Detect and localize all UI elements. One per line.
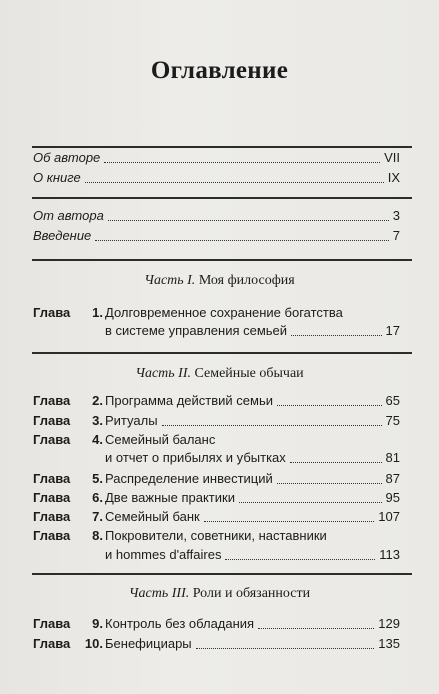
chapter-title-cont: и отчет о прибылях и убытках [105, 450, 286, 465]
chapter-5[interactable] [33, 469, 400, 489]
entry-title: О книге [33, 170, 81, 185]
dot-leader [108, 220, 389, 221]
chapter-title: Долговременное сохранение богатства [105, 305, 343, 320]
part-heading-1 [0, 273, 439, 289]
chapter-number: 3. [92, 413, 103, 428]
chapter-label: Глава [33, 528, 71, 543]
entry-page: IX [387, 170, 400, 185]
part-heading-2 [0, 366, 439, 382]
chapter-label: Глава [33, 490, 71, 505]
entry-page: 7 [392, 228, 400, 243]
chapter-label: Глава [33, 413, 71, 428]
dot-leader [95, 240, 388, 241]
chapter-title: Контроль без обладания [105, 616, 255, 631]
part-label: Часть I. [144, 273, 196, 288]
chapter-number: 10. [84, 636, 103, 651]
chapter-title-cont: и hommes d'affaires [105, 547, 222, 562]
part-name: Моя философия [198, 273, 295, 288]
entry-page: 3 [392, 208, 400, 223]
chapter-title: Распределение инвестиций [105, 471, 273, 486]
toc-entry-from-author[interactable] [33, 206, 400, 226]
chapter-title: Семейный банк [105, 509, 200, 524]
chapter-page: 113 [379, 547, 400, 562]
part-label: Часть III. [128, 586, 190, 601]
toc-entry-introduction[interactable] [33, 226, 400, 246]
chapter-number: 8. [92, 528, 103, 543]
chapter-number: 9. [92, 616, 103, 631]
divider [32, 259, 412, 261]
chapter-label: Глава [33, 616, 71, 631]
chapter-title: Покровители, советники, наставники [105, 528, 327, 543]
chapter-9[interactable] [33, 614, 400, 634]
chapter-8-cont[interactable] [33, 545, 400, 565]
dot-leader [204, 521, 375, 522]
chapter-title-cont: в системе управления семьей [105, 323, 288, 338]
chapter-title: Ритуалы [105, 413, 158, 428]
chapter-8[interactable] [33, 526, 400, 546]
entry-title: Введение [33, 228, 92, 243]
toc-entry-about-book[interactable] [33, 168, 400, 188]
dot-leader [196, 648, 375, 649]
part-name: Роли и обязанности [192, 586, 311, 601]
entry-page: VII [384, 150, 400, 165]
chapter-number: 1. [92, 305, 103, 320]
chapter-page: 135 [378, 636, 400, 651]
part-name: Семейные обычаи [194, 366, 304, 381]
chapter-number: 2. [92, 393, 103, 408]
part-heading-3 [0, 586, 439, 602]
chapter-title: Две важные практики [105, 490, 235, 505]
chapter-7[interactable] [33, 507, 400, 527]
dot-leader [85, 182, 384, 183]
chapter-4[interactable] [33, 430, 400, 450]
chapter-page: 129 [378, 616, 400, 631]
chapter-title: Семейный баланс [105, 432, 216, 447]
chapter-page: 107 [378, 509, 400, 524]
chapter-title: Программа действий семьи [105, 393, 273, 408]
dot-leader [290, 462, 382, 463]
toc-entry-about-author[interactable] [33, 148, 400, 168]
divider [32, 573, 412, 575]
chapter-3[interactable] [33, 411, 400, 431]
divider [32, 197, 412, 199]
chapter-number: 7. [92, 509, 103, 524]
chapter-10[interactable] [33, 634, 400, 654]
chapter-label: Глава [33, 305, 71, 320]
chapter-1-cont[interactable] [33, 321, 400, 341]
chapter-title: Бенефициары [105, 636, 192, 651]
page-title: Оглавление [150, 57, 289, 84]
chapter-label: Глава [33, 636, 71, 651]
divider [32, 352, 412, 354]
chapter-4-cont[interactable] [33, 448, 400, 468]
chapter-1[interactable] [33, 303, 400, 323]
chapter-number: 4. [92, 432, 103, 447]
dot-leader [258, 628, 374, 629]
dot-leader [239, 502, 382, 503]
chapter-label: Глава [33, 393, 71, 408]
chapter-page: 65 [385, 393, 400, 408]
entry-title: Об авторе [33, 150, 101, 165]
dot-leader [291, 335, 381, 336]
chapter-page: 87 [385, 471, 400, 486]
chapter-number: 5. [92, 471, 103, 486]
dot-leader [277, 405, 382, 406]
dot-leader [104, 162, 380, 163]
chapter-page: 81 [385, 450, 400, 465]
part-label: Часть II. [135, 366, 191, 381]
entry-title: От автора [33, 208, 104, 223]
chapter-page: 95 [385, 490, 400, 505]
dot-leader [162, 425, 382, 426]
chapter-page: 75 [385, 413, 400, 428]
chapter-page: 17 [385, 323, 400, 338]
chapter-label: Глава [33, 509, 71, 524]
chapter-label: Глава [33, 432, 71, 447]
chapter-label: Глава [33, 471, 71, 486]
dot-leader [225, 559, 375, 560]
chapter-2[interactable] [33, 391, 400, 411]
chapter-number: 6. [92, 490, 103, 505]
dot-leader [277, 483, 382, 484]
chapter-6[interactable] [33, 488, 400, 508]
